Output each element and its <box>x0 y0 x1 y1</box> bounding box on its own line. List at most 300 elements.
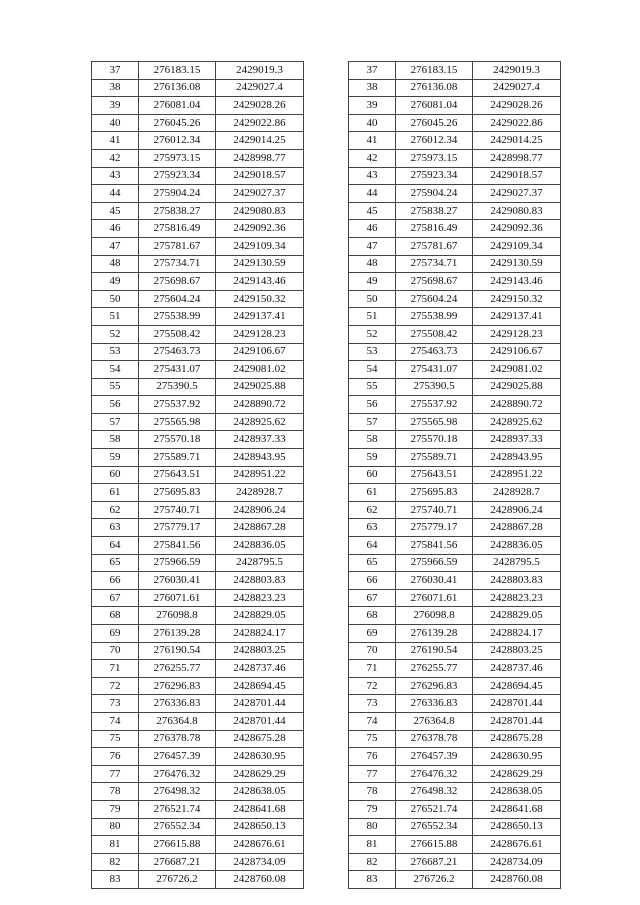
table-row <box>349 625 561 643</box>
table-row <box>92 431 304 449</box>
y-coordinate-cell: 2429025.88 <box>216 378 304 396</box>
point-number-cell: 40 <box>92 114 139 132</box>
x-coordinate-cell: 276615.88 <box>139 836 216 854</box>
point-number-cell: 68 <box>92 607 139 625</box>
x-coordinate-cell: 275904.24 <box>396 185 473 203</box>
table-row <box>349 97 561 115</box>
x-coordinate-cell: 276726.2 <box>396 871 473 889</box>
point-number-cell: 80 <box>92 818 139 836</box>
point-number-cell: 54 <box>92 361 139 379</box>
x-coordinate-cell: 276476.32 <box>396 765 473 783</box>
point-number-cell: 40 <box>349 114 396 132</box>
point-number-cell: 75 <box>349 730 396 748</box>
table-row <box>92 642 304 660</box>
point-number-cell: 56 <box>92 396 139 414</box>
table-row <box>92 237 304 255</box>
point-number-cell: 37 <box>349 62 396 80</box>
table-row <box>349 589 561 607</box>
table-row <box>92 554 304 572</box>
x-coordinate-cell: 276045.26 <box>396 114 473 132</box>
point-number-cell: 55 <box>349 378 396 396</box>
table-row <box>349 712 561 730</box>
table-row <box>349 167 561 185</box>
table-row <box>349 396 561 414</box>
x-coordinate-cell: 275589.71 <box>396 449 473 467</box>
table-row <box>349 237 561 255</box>
x-coordinate-cell: 275431.07 <box>396 361 473 379</box>
point-number-cell: 72 <box>92 677 139 695</box>
table-row <box>92 730 304 748</box>
x-coordinate-cell: 275838.27 <box>139 202 216 220</box>
table-row <box>349 132 561 150</box>
y-coordinate-cell: 2429019.3 <box>473 62 561 80</box>
table-row <box>92 396 304 414</box>
coordinate-table-left-body <box>92 62 304 889</box>
point-number-cell: 73 <box>349 695 396 713</box>
y-coordinate-cell: 2428998.77 <box>216 149 304 167</box>
x-coordinate-cell: 276476.32 <box>139 765 216 783</box>
y-coordinate-cell: 2428937.33 <box>216 431 304 449</box>
table-row <box>92 572 304 590</box>
y-coordinate-cell: 2428737.46 <box>216 660 304 678</box>
y-coordinate-cell: 2429081.02 <box>216 361 304 379</box>
table-row <box>92 114 304 132</box>
x-coordinate-cell: 275565.98 <box>139 413 216 431</box>
table-row <box>349 413 561 431</box>
y-coordinate-cell: 2429081.02 <box>473 361 561 379</box>
table-row <box>349 748 561 766</box>
x-coordinate-cell: 275589.71 <box>139 449 216 467</box>
y-coordinate-cell: 2428951.22 <box>473 466 561 484</box>
table-row <box>349 695 561 713</box>
x-coordinate-cell: 275695.83 <box>396 484 473 502</box>
point-number-cell: 66 <box>92 572 139 590</box>
y-coordinate-cell: 2429080.83 <box>216 202 304 220</box>
table-row <box>92 589 304 607</box>
table-row <box>349 308 561 326</box>
x-coordinate-cell: 275781.67 <box>139 237 216 255</box>
x-coordinate-cell: 276071.61 <box>396 589 473 607</box>
y-coordinate-cell: 2428890.72 <box>473 396 561 414</box>
y-coordinate-cell: 2429128.23 <box>473 325 561 343</box>
x-coordinate-cell: 276190.54 <box>139 642 216 660</box>
x-coordinate-cell: 275537.92 <box>139 396 216 414</box>
y-coordinate-cell: 2428803.83 <box>473 572 561 590</box>
point-number-cell: 50 <box>92 290 139 308</box>
y-coordinate-cell: 2429025.88 <box>473 378 561 396</box>
x-coordinate-cell: 276081.04 <box>396 97 473 115</box>
x-coordinate-cell: 276098.8 <box>139 607 216 625</box>
table-row <box>92 712 304 730</box>
point-number-cell: 77 <box>92 765 139 783</box>
point-number-cell: 79 <box>349 800 396 818</box>
x-coordinate-cell: 276139.28 <box>139 625 216 643</box>
x-coordinate-cell: 276136.08 <box>139 79 216 97</box>
point-number-cell: 39 <box>92 97 139 115</box>
y-coordinate-cell: 2428676.61 <box>473 836 561 854</box>
x-coordinate-cell: 276296.83 <box>396 677 473 695</box>
table-row <box>349 607 561 625</box>
x-coordinate-cell: 275390.5 <box>139 378 216 396</box>
coordinate-table-right-body <box>349 62 561 889</box>
table-row <box>92 255 304 273</box>
point-number-cell: 76 <box>349 748 396 766</box>
table-row <box>92 695 304 713</box>
table-row <box>349 818 561 836</box>
point-number-cell: 79 <box>92 800 139 818</box>
table-row <box>92 273 304 291</box>
y-coordinate-cell: 2429027.4 <box>216 79 304 97</box>
table-row <box>92 413 304 431</box>
point-number-cell: 61 <box>349 484 396 502</box>
table-row <box>92 818 304 836</box>
x-coordinate-cell: 275740.71 <box>396 501 473 519</box>
x-coordinate-cell: 276457.39 <box>139 748 216 766</box>
point-number-cell: 54 <box>349 361 396 379</box>
point-number-cell: 47 <box>349 237 396 255</box>
y-coordinate-cell: 2428630.95 <box>216 748 304 766</box>
x-coordinate-cell: 276190.54 <box>396 642 473 660</box>
table-row <box>92 220 304 238</box>
y-coordinate-cell: 2429143.46 <box>473 273 561 291</box>
x-coordinate-cell: 276552.34 <box>139 818 216 836</box>
table-row <box>92 62 304 80</box>
point-number-cell: 64 <box>92 537 139 555</box>
table-row <box>349 114 561 132</box>
point-number-cell: 41 <box>92 132 139 150</box>
y-coordinate-cell: 2429028.26 <box>473 97 561 115</box>
x-coordinate-cell: 276615.88 <box>396 836 473 854</box>
y-coordinate-cell: 2428823.23 <box>473 589 561 607</box>
point-number-cell: 67 <box>92 589 139 607</box>
table-row <box>92 97 304 115</box>
point-number-cell: 63 <box>92 519 139 537</box>
y-coordinate-cell: 2429019.3 <box>216 62 304 80</box>
point-number-cell: 65 <box>349 554 396 572</box>
table-row <box>349 255 561 273</box>
x-coordinate-cell: 276098.8 <box>396 607 473 625</box>
point-number-cell: 82 <box>349 853 396 871</box>
x-coordinate-cell: 276012.34 <box>139 132 216 150</box>
y-coordinate-cell: 2429130.59 <box>473 255 561 273</box>
table-row <box>349 554 561 572</box>
x-coordinate-cell: 275816.49 <box>139 220 216 238</box>
point-number-cell: 43 <box>349 167 396 185</box>
point-number-cell: 60 <box>92 466 139 484</box>
coordinate-table-right <box>348 61 561 889</box>
y-coordinate-cell: 2429137.41 <box>216 308 304 326</box>
x-coordinate-cell: 275841.56 <box>139 537 216 555</box>
table-row <box>349 730 561 748</box>
point-number-cell: 62 <box>92 501 139 519</box>
point-number-cell: 72 <box>349 677 396 695</box>
x-coordinate-cell: 276183.15 <box>139 62 216 80</box>
y-coordinate-cell: 2429128.23 <box>216 325 304 343</box>
point-number-cell: 39 <box>349 97 396 115</box>
x-coordinate-cell: 275838.27 <box>396 202 473 220</box>
x-coordinate-cell: 276364.8 <box>396 712 473 730</box>
y-coordinate-cell: 2428641.68 <box>216 800 304 818</box>
y-coordinate-cell: 2428803.25 <box>473 642 561 660</box>
point-number-cell: 62 <box>349 501 396 519</box>
table-row <box>349 484 561 502</box>
point-number-cell: 41 <box>349 132 396 150</box>
y-coordinate-cell: 2428701.44 <box>216 695 304 713</box>
table-row <box>92 484 304 502</box>
table-row <box>349 202 561 220</box>
table-row <box>349 642 561 660</box>
y-coordinate-cell: 2428760.08 <box>473 871 561 889</box>
table-row <box>92 308 304 326</box>
x-coordinate-cell: 275841.56 <box>396 537 473 555</box>
x-coordinate-cell: 275508.42 <box>396 325 473 343</box>
point-number-cell: 52 <box>92 325 139 343</box>
y-coordinate-cell: 2428737.46 <box>473 660 561 678</box>
x-coordinate-cell: 276726.2 <box>139 871 216 889</box>
y-coordinate-cell: 2429109.34 <box>216 237 304 255</box>
table-row <box>349 466 561 484</box>
x-coordinate-cell: 275537.92 <box>396 396 473 414</box>
y-coordinate-cell: 2428998.77 <box>473 149 561 167</box>
y-coordinate-cell: 2428937.33 <box>473 431 561 449</box>
x-coordinate-cell: 275570.18 <box>396 431 473 449</box>
x-coordinate-cell: 275923.34 <box>396 167 473 185</box>
table-row <box>92 449 304 467</box>
point-number-cell: 78 <box>92 783 139 801</box>
x-coordinate-cell: 275698.67 <box>139 273 216 291</box>
table-row <box>92 290 304 308</box>
y-coordinate-cell: 2428630.95 <box>473 748 561 766</box>
table-row <box>92 607 304 625</box>
point-number-cell: 60 <box>349 466 396 484</box>
y-coordinate-cell: 2428675.28 <box>473 730 561 748</box>
x-coordinate-cell: 275431.07 <box>139 361 216 379</box>
x-coordinate-cell: 275734.71 <box>396 255 473 273</box>
x-coordinate-cell: 275538.99 <box>139 308 216 326</box>
y-coordinate-cell: 2428641.68 <box>473 800 561 818</box>
point-number-cell: 56 <box>349 396 396 414</box>
y-coordinate-cell: 2428760.08 <box>216 871 304 889</box>
point-number-cell: 38 <box>92 79 139 97</box>
y-coordinate-cell: 2429137.41 <box>473 308 561 326</box>
x-coordinate-cell: 276255.77 <box>139 660 216 678</box>
point-number-cell: 57 <box>92 413 139 431</box>
table-row <box>349 343 561 361</box>
y-coordinate-cell: 2428824.17 <box>216 625 304 643</box>
y-coordinate-cell: 2428795.5 <box>473 554 561 572</box>
y-coordinate-cell: 2429018.57 <box>473 167 561 185</box>
x-coordinate-cell: 275779.17 <box>139 519 216 537</box>
x-coordinate-cell: 275463.73 <box>139 343 216 361</box>
point-number-cell: 46 <box>349 220 396 238</box>
y-coordinate-cell: 2428867.28 <box>216 519 304 537</box>
y-coordinate-cell: 2429014.25 <box>216 132 304 150</box>
y-coordinate-cell: 2429027.37 <box>216 185 304 203</box>
x-coordinate-cell: 276336.83 <box>139 695 216 713</box>
point-number-cell: 42 <box>349 149 396 167</box>
x-coordinate-cell: 276552.34 <box>396 818 473 836</box>
point-number-cell: 42 <box>92 149 139 167</box>
point-number-cell: 59 <box>349 449 396 467</box>
y-coordinate-cell: 2428676.61 <box>216 836 304 854</box>
point-number-cell: 71 <box>349 660 396 678</box>
y-coordinate-cell: 2429027.4 <box>473 79 561 97</box>
point-number-cell: 58 <box>92 431 139 449</box>
point-number-cell: 57 <box>349 413 396 431</box>
y-coordinate-cell: 2429092.36 <box>473 220 561 238</box>
x-coordinate-cell: 276296.83 <box>139 677 216 695</box>
point-number-cell: 50 <box>349 290 396 308</box>
table-row <box>349 79 561 97</box>
x-coordinate-cell: 276687.21 <box>139 853 216 871</box>
point-number-cell: 81 <box>92 836 139 854</box>
y-coordinate-cell: 2428951.22 <box>216 466 304 484</box>
y-coordinate-cell: 2428650.13 <box>216 818 304 836</box>
y-coordinate-cell: 2428734.09 <box>473 853 561 871</box>
x-coordinate-cell: 276071.61 <box>139 589 216 607</box>
point-number-cell: 75 <box>92 730 139 748</box>
y-coordinate-cell: 2428928.7 <box>473 484 561 502</box>
x-coordinate-cell: 275698.67 <box>396 273 473 291</box>
x-coordinate-cell: 275966.59 <box>139 554 216 572</box>
y-coordinate-cell: 2429130.59 <box>216 255 304 273</box>
x-coordinate-cell: 276136.08 <box>396 79 473 97</box>
point-number-cell: 69 <box>349 625 396 643</box>
point-number-cell: 47 <box>92 237 139 255</box>
y-coordinate-cell: 2428829.05 <box>216 607 304 625</box>
x-coordinate-cell: 275779.17 <box>396 519 473 537</box>
point-number-cell: 51 <box>92 308 139 326</box>
x-coordinate-cell: 275570.18 <box>139 431 216 449</box>
table-row <box>349 273 561 291</box>
y-coordinate-cell: 2428824.17 <box>473 625 561 643</box>
y-coordinate-cell: 2429092.36 <box>216 220 304 238</box>
point-number-cell: 69 <box>92 625 139 643</box>
point-number-cell: 81 <box>349 836 396 854</box>
table-row <box>92 343 304 361</box>
y-coordinate-cell: 2428928.7 <box>216 484 304 502</box>
y-coordinate-cell: 2428694.45 <box>216 677 304 695</box>
table-row <box>349 149 561 167</box>
y-coordinate-cell: 2428823.23 <box>216 589 304 607</box>
x-coordinate-cell: 276687.21 <box>396 853 473 871</box>
table-row <box>92 466 304 484</box>
table-row <box>92 519 304 537</box>
x-coordinate-cell: 275538.99 <box>396 308 473 326</box>
table-row <box>92 783 304 801</box>
point-number-cell: 43 <box>92 167 139 185</box>
x-coordinate-cell: 275604.24 <box>396 290 473 308</box>
y-coordinate-cell: 2428701.44 <box>216 712 304 730</box>
y-coordinate-cell: 2429014.25 <box>473 132 561 150</box>
table-row <box>92 836 304 854</box>
point-number-cell: 51 <box>349 308 396 326</box>
point-number-cell: 58 <box>349 431 396 449</box>
point-number-cell: 46 <box>92 220 139 238</box>
x-coordinate-cell: 276521.74 <box>139 800 216 818</box>
table-row <box>349 572 561 590</box>
point-number-cell: 80 <box>349 818 396 836</box>
point-number-cell: 49 <box>349 273 396 291</box>
point-number-cell: 82 <box>92 853 139 871</box>
table-row <box>349 765 561 783</box>
table-row <box>92 871 304 889</box>
point-number-cell: 67 <box>349 589 396 607</box>
point-number-cell: 64 <box>349 537 396 555</box>
y-coordinate-cell: 2428701.44 <box>473 712 561 730</box>
x-coordinate-cell: 276030.41 <box>396 572 473 590</box>
point-number-cell: 48 <box>92 255 139 273</box>
point-number-cell: 83 <box>92 871 139 889</box>
y-coordinate-cell: 2429143.46 <box>216 273 304 291</box>
y-coordinate-cell: 2429150.32 <box>216 290 304 308</box>
x-coordinate-cell: 275740.71 <box>139 501 216 519</box>
table-row <box>92 167 304 185</box>
y-coordinate-cell: 2428829.05 <box>473 607 561 625</box>
point-number-cell: 55 <box>92 378 139 396</box>
x-coordinate-cell: 276183.15 <box>396 62 473 80</box>
point-number-cell: 45 <box>92 202 139 220</box>
point-number-cell: 38 <box>349 79 396 97</box>
point-number-cell: 49 <box>92 273 139 291</box>
point-number-cell: 77 <box>349 765 396 783</box>
point-number-cell: 44 <box>92 185 139 203</box>
x-coordinate-cell: 276012.34 <box>396 132 473 150</box>
y-coordinate-cell: 2429080.83 <box>473 202 561 220</box>
x-coordinate-cell: 275966.59 <box>396 554 473 572</box>
y-coordinate-cell: 2428925.62 <box>473 413 561 431</box>
table-row <box>92 625 304 643</box>
table-row <box>92 202 304 220</box>
y-coordinate-cell: 2428694.45 <box>473 677 561 695</box>
x-coordinate-cell: 275604.24 <box>139 290 216 308</box>
y-coordinate-cell: 2429150.32 <box>473 290 561 308</box>
y-coordinate-cell: 2428836.05 <box>473 537 561 555</box>
table-row <box>92 501 304 519</box>
point-number-cell: 53 <box>92 343 139 361</box>
point-number-cell: 66 <box>349 572 396 590</box>
table-row <box>349 519 561 537</box>
table-row <box>349 537 561 555</box>
x-coordinate-cell: 276030.41 <box>139 572 216 590</box>
table-row <box>349 853 561 871</box>
table-row <box>92 361 304 379</box>
y-coordinate-cell: 2428638.05 <box>216 783 304 801</box>
x-coordinate-cell: 276336.83 <box>396 695 473 713</box>
x-coordinate-cell: 275390.5 <box>396 378 473 396</box>
coordinate-table-left <box>91 61 304 889</box>
y-coordinate-cell: 2428943.95 <box>473 449 561 467</box>
point-number-cell: 65 <box>92 554 139 572</box>
x-coordinate-cell: 275973.15 <box>139 149 216 167</box>
table-row <box>349 431 561 449</box>
table-row <box>349 660 561 678</box>
y-coordinate-cell: 2428867.28 <box>473 519 561 537</box>
point-number-cell: 83 <box>349 871 396 889</box>
x-coordinate-cell: 275508.42 <box>139 325 216 343</box>
y-coordinate-cell: 2429106.67 <box>216 343 304 361</box>
y-coordinate-cell: 2428803.25 <box>216 642 304 660</box>
y-coordinate-cell: 2429106.67 <box>473 343 561 361</box>
table-row <box>92 325 304 343</box>
y-coordinate-cell: 2428803.83 <box>216 572 304 590</box>
table-row <box>92 79 304 97</box>
point-number-cell: 53 <box>349 343 396 361</box>
point-number-cell: 70 <box>349 642 396 660</box>
x-coordinate-cell: 276378.78 <box>139 730 216 748</box>
point-number-cell: 48 <box>349 255 396 273</box>
y-coordinate-cell: 2428925.62 <box>216 413 304 431</box>
